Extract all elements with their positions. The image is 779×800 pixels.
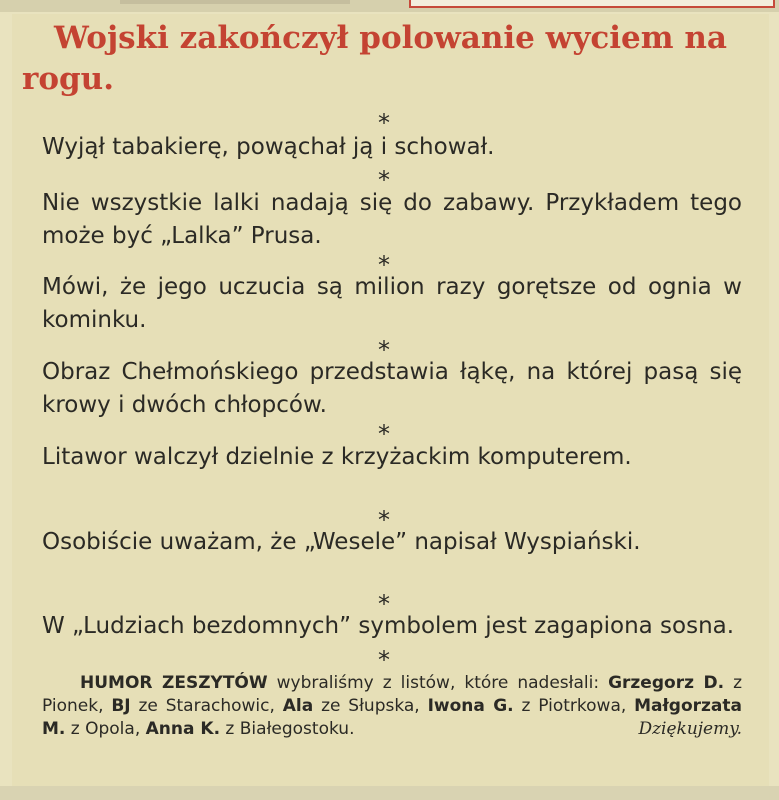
red-frame-edge bbox=[409, 0, 775, 8]
page-top-edge bbox=[0, 0, 779, 12]
separator-star: * bbox=[378, 336, 390, 364]
joke-7: W „Ludziach bezdomnych” symbolem jest zagapiona sosna. bbox=[42, 613, 735, 639]
headline: Wojski zakończył polowanie wyciem na rogu. bbox=[22, 20, 727, 97]
author-name: Anna K. bbox=[145, 719, 221, 739]
separator-star: * bbox=[378, 166, 390, 194]
separator-star: * bbox=[378, 506, 390, 534]
separator-star: * bbox=[378, 251, 390, 279]
author-name: Iwona G. bbox=[427, 696, 514, 716]
credits-note bbox=[42, 672, 742, 741]
joke-3: Mówi, że jego uczucia są milion razy gorętsze od ognia w kominku. bbox=[42, 274, 742, 333]
author-town: z Białegostoku. bbox=[220, 719, 355, 739]
author-town: z Opola, bbox=[65, 719, 146, 739]
page-bottom-edge bbox=[0, 786, 779, 800]
credits-lead: HUMOR ZESZYTÓW bbox=[80, 673, 268, 693]
separator-star: * bbox=[378, 590, 390, 618]
thanks-note: Dziękujemy. bbox=[638, 719, 742, 739]
author-name: Ala bbox=[282, 696, 314, 716]
author-name: BJ bbox=[111, 696, 131, 716]
separator-star: * bbox=[378, 109, 390, 137]
author-town: ze Starachowic, bbox=[130, 696, 283, 716]
joke-5: Litawor walczył dzielnie z krzyżackim komputerem. bbox=[42, 444, 632, 470]
author-town: ze Słupska, bbox=[313, 696, 428, 716]
joke-6: Osobiście uważam, że „Wesele” napisał Wyspiański. bbox=[42, 529, 641, 555]
author-town: z Pionek, bbox=[42, 673, 742, 716]
joke-4: Obraz Chełmońskiego przedstawia łąkę, na której pasą się krowy i dwóch chłopców. bbox=[42, 359, 742, 418]
credits-text: wybraliśmy z listów, które nadesłali: bbox=[267, 673, 609, 693]
author-name: Małgorzata M. bbox=[42, 696, 743, 739]
author-town: z Piotrkowa, bbox=[513, 696, 635, 716]
separator-star: * bbox=[378, 646, 390, 674]
separator-star: * bbox=[378, 420, 390, 448]
previous-text-remnant bbox=[120, 0, 350, 4]
joke-1: Wyjął tabakierę, powąchał ją i schował. bbox=[42, 134, 495, 160]
joke-2: Nie wszystkie lalki nadają się do zabawy. Przykładem tego może być „Lalka” Prusa. bbox=[42, 190, 742, 249]
author-name: Grzegorz D. bbox=[608, 673, 725, 693]
